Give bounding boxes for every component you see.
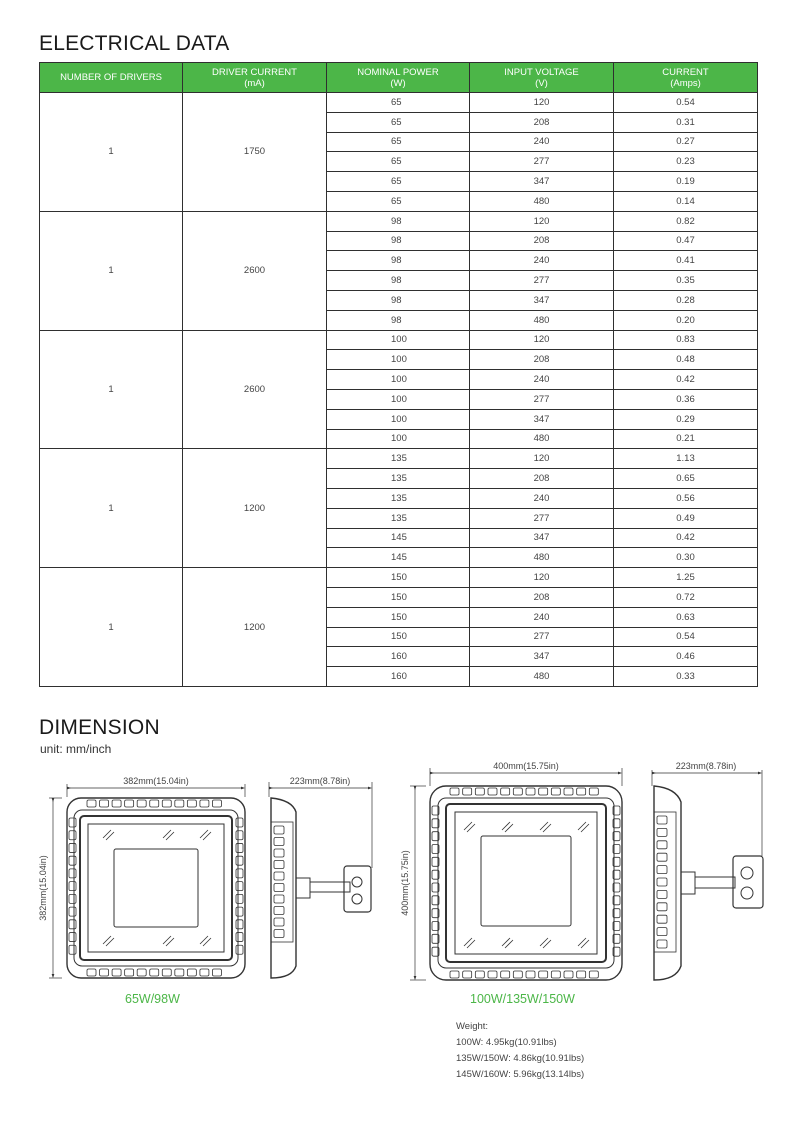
cell-current: 0.30 <box>614 548 758 568</box>
cell-nominal-power: 98 <box>327 271 470 291</box>
cell-driver-current: 2600 <box>183 211 327 330</box>
header-line1: CURRENT <box>662 66 709 78</box>
cell-nominal-power: 135 <box>327 508 470 528</box>
housing-fin <box>236 869 243 878</box>
housing-fin <box>69 933 76 942</box>
cell-current: 0.83 <box>614 330 758 350</box>
housing-fin <box>125 800 134 807</box>
cell-current: 0.49 <box>614 508 758 528</box>
housing-fin <box>100 800 109 807</box>
cell-input-voltage: 240 <box>470 132 614 152</box>
large-width-label: 400mm(15.75in) <box>493 761 559 771</box>
cell-current: 0.41 <box>614 251 758 271</box>
housing-fin <box>657 915 667 923</box>
cell-input-voltage: 480 <box>470 548 614 568</box>
cell-input-voltage: 480 <box>470 667 614 687</box>
cell-input-voltage: 277 <box>470 152 614 172</box>
cell-current: 1.13 <box>614 449 758 469</box>
housing-fin <box>274 861 284 869</box>
cell-current: 0.56 <box>614 488 758 508</box>
cell-current: 0.63 <box>614 607 758 627</box>
cell-input-voltage: 120 <box>470 211 614 231</box>
housing-fin <box>274 930 284 938</box>
housing-fin <box>236 843 243 852</box>
cell-driver-current: 1200 <box>183 449 327 568</box>
cell-current: 0.48 <box>614 350 758 370</box>
cell-nominal-power: 150 <box>327 607 470 627</box>
housing-fin <box>236 818 243 827</box>
housing-fin <box>137 969 146 976</box>
electrical-data-title: ELECTRICAL DATA <box>39 32 230 55</box>
housing-fin <box>69 920 76 929</box>
cell-current: 0.29 <box>614 409 758 429</box>
housing-fin <box>187 800 196 807</box>
small-side-view <box>269 782 372 978</box>
cell-current: 0.47 <box>614 231 758 251</box>
small-depth-label: 223mm(8.78in) <box>289 776 351 786</box>
housing-fin <box>539 788 548 795</box>
header-line2: (mA) <box>244 77 265 89</box>
cell-current: 0.35 <box>614 271 758 291</box>
housing-fin <box>501 971 510 978</box>
housing-fin <box>657 816 667 824</box>
cell-nominal-power: 65 <box>327 191 470 211</box>
housing-fin <box>112 800 121 807</box>
cell-current: 0.36 <box>614 389 758 409</box>
cell-input-voltage: 240 <box>470 607 614 627</box>
housing-fin <box>450 971 459 978</box>
cell-number-of-drivers: 1 <box>40 568 183 687</box>
cell-number-of-drivers: 1 <box>40 449 183 568</box>
cell-input-voltage: 347 <box>470 172 614 192</box>
housing-fin <box>513 971 522 978</box>
cell-nominal-power: 98 <box>327 251 470 271</box>
cell-current: 0.20 <box>614 310 758 330</box>
cell-nominal-power: 65 <box>327 172 470 192</box>
housing-fin <box>69 907 76 916</box>
housing-fin <box>69 869 76 878</box>
header-line1: NUMBER OF DRIVERS <box>60 72 162 83</box>
housing-fin <box>657 940 667 948</box>
cell-current: 0.31 <box>614 112 758 132</box>
housing-fin <box>69 894 76 903</box>
housing-fin <box>463 971 472 978</box>
dimension-title: DIMENSION <box>39 716 160 739</box>
housing-fin <box>150 969 159 976</box>
cell-current: 0.21 <box>614 429 758 449</box>
cell-driver-current: 1200 <box>183 568 327 687</box>
housing-fin <box>274 907 284 915</box>
cell-nominal-power: 98 <box>327 231 470 251</box>
cell-current: 0.54 <box>614 93 758 113</box>
cell-input-voltage: 277 <box>470 627 614 647</box>
housing-fin <box>488 971 497 978</box>
weight-line: 145W/160W: 5.96kg(13.14lbs) <box>456 1069 585 1080</box>
cell-input-voltage: 347 <box>470 290 614 310</box>
cell-current: 0.27 <box>614 132 758 152</box>
cell-current: 0.14 <box>614 191 758 211</box>
small-fixture-caption: 65W/98W <box>125 992 180 1006</box>
housing-fin <box>236 933 243 942</box>
housing-fin <box>69 945 76 954</box>
cell-nominal-power: 135 <box>327 488 470 508</box>
housing-fin <box>274 918 284 926</box>
housing-fin <box>200 969 209 976</box>
housing-fin <box>589 788 598 795</box>
cell-nominal-power: 65 <box>327 132 470 152</box>
cell-number-of-drivers: 1 <box>40 93 183 212</box>
cell-current: 0.42 <box>614 370 758 390</box>
cell-nominal-power: 150 <box>327 627 470 647</box>
housing-fin <box>69 843 76 852</box>
cell-driver-current: 1750 <box>183 93 327 212</box>
housing-fin <box>475 788 484 795</box>
housing-fin <box>274 872 284 880</box>
cell-current: 0.46 <box>614 647 758 667</box>
cell-nominal-power: 135 <box>327 449 470 469</box>
housing-fin <box>657 841 667 849</box>
cell-nominal-power: 100 <box>327 389 470 409</box>
header-line2: (Amps) <box>670 77 701 89</box>
housing-fin <box>564 971 573 978</box>
large-front-view <box>410 768 622 980</box>
cell-nominal-power: 65 <box>327 152 470 172</box>
cell-nominal-power: 100 <box>327 330 470 350</box>
cell-input-voltage: 347 <box>470 647 614 667</box>
cell-nominal-power: 100 <box>327 350 470 370</box>
housing-fin <box>564 788 573 795</box>
cell-input-voltage: 208 <box>470 231 614 251</box>
cell-input-voltage: 480 <box>470 191 614 211</box>
cell-nominal-power: 100 <box>327 370 470 390</box>
cell-input-voltage: 277 <box>470 271 614 291</box>
cell-input-voltage: 120 <box>470 93 614 113</box>
housing-fin <box>187 969 196 976</box>
housing-fin <box>236 945 243 954</box>
cell-input-voltage: 347 <box>470 409 614 429</box>
housing-fin <box>87 969 96 976</box>
cell-nominal-power: 65 <box>327 112 470 132</box>
housing-fin <box>236 831 243 840</box>
housing-fin <box>657 903 667 911</box>
cell-current: 0.23 <box>614 152 758 172</box>
housing-fin <box>488 788 497 795</box>
housing-fin <box>212 800 221 807</box>
cell-current: 0.28 <box>614 290 758 310</box>
cell-current: 0.33 <box>614 667 758 687</box>
housing-fin <box>162 969 171 976</box>
housing-fin <box>551 971 560 978</box>
large-side-view <box>652 770 763 980</box>
header-line1: DRIVER CURRENT <box>212 66 297 78</box>
cell-nominal-power: 160 <box>327 647 470 667</box>
housing-fin <box>175 969 184 976</box>
cell-input-voltage: 208 <box>470 112 614 132</box>
housing-fin <box>274 884 284 892</box>
cell-input-voltage: 240 <box>470 251 614 271</box>
weight-heading: Weight: <box>456 1021 489 1032</box>
housing-fin <box>87 800 96 807</box>
housing-fin <box>212 969 221 976</box>
cell-input-voltage: 208 <box>470 587 614 607</box>
cell-nominal-power: 150 <box>327 568 470 588</box>
cell-driver-current: 2600 <box>183 330 327 449</box>
cell-input-voltage: 240 <box>470 488 614 508</box>
cell-input-voltage: 277 <box>470 389 614 409</box>
cell-nominal-power: 65 <box>327 93 470 113</box>
cell-nominal-power: 100 <box>327 429 470 449</box>
housing-fin <box>274 895 284 903</box>
small-height-label: 382mm(15.04in) <box>38 855 48 921</box>
cell-input-voltage: 240 <box>470 370 614 390</box>
cell-current: 1.25 <box>614 568 758 588</box>
housing-fin <box>657 866 667 874</box>
housing-fin <box>69 856 76 865</box>
cell-nominal-power: 160 <box>327 667 470 687</box>
header-line2: (W) <box>390 77 406 89</box>
cell-current: 0.42 <box>614 528 758 548</box>
cell-current: 0.19 <box>614 172 758 192</box>
cell-input-voltage: 480 <box>470 429 614 449</box>
housing-fin <box>657 878 667 886</box>
cell-current: 0.54 <box>614 627 758 647</box>
housing-fin <box>236 920 243 929</box>
housing-fin <box>577 971 586 978</box>
weight-line: 135W/150W: 4.86kg(10.91lbs) <box>456 1053 585 1064</box>
housing-fin <box>69 831 76 840</box>
housing-fin <box>200 800 209 807</box>
cell-number-of-drivers: 1 <box>40 330 183 449</box>
housing-fin <box>526 971 535 978</box>
cell-nominal-power: 145 <box>327 548 470 568</box>
cell-input-voltage: 120 <box>470 568 614 588</box>
housing-fin <box>657 890 667 898</box>
cell-input-voltage: 347 <box>470 528 614 548</box>
housing-fin <box>100 969 109 976</box>
unit-note: unit: mm/inch <box>40 742 112 756</box>
cell-nominal-power: 145 <box>327 528 470 548</box>
housing-fin <box>526 788 535 795</box>
housing-fin <box>236 907 243 916</box>
cell-current: 0.82 <box>614 211 758 231</box>
housing-fin <box>236 856 243 865</box>
housing-fin <box>162 800 171 807</box>
housing-fin <box>657 853 667 861</box>
header-line2: (V) <box>535 77 548 89</box>
housing-fin <box>274 838 284 846</box>
cell-input-voltage: 480 <box>470 310 614 330</box>
cell-input-voltage: 277 <box>470 508 614 528</box>
cell-input-voltage: 208 <box>470 350 614 370</box>
cell-number-of-drivers: 1 <box>40 211 183 330</box>
housing-fin <box>657 928 667 936</box>
header-line1: INPUT VOLTAGE <box>504 66 579 78</box>
cell-nominal-power: 100 <box>327 409 470 429</box>
housing-fin <box>551 788 560 795</box>
cell-input-voltage: 208 <box>470 469 614 489</box>
housing-fin <box>513 788 522 795</box>
cell-nominal-power: 135 <box>327 469 470 489</box>
housing-fin <box>450 788 459 795</box>
cell-input-voltage: 120 <box>470 449 614 469</box>
housing-fin <box>150 800 159 807</box>
housing-fin <box>577 788 586 795</box>
small-width-label: 382mm(15.04in) <box>123 776 189 786</box>
housing-fin <box>69 882 76 891</box>
large-height-label: 400mm(15.75in) <box>400 850 410 916</box>
housing-fin <box>475 971 484 978</box>
header-line1: NOMINAL POWER <box>357 66 439 78</box>
housing-fin <box>463 788 472 795</box>
housing-fin <box>125 969 134 976</box>
housing-fin <box>539 971 548 978</box>
large-depth-label: 223mm(8.78in) <box>675 761 737 771</box>
housing-fin <box>236 894 243 903</box>
housing-fin <box>112 969 121 976</box>
cell-input-voltage: 120 <box>470 330 614 350</box>
cell-nominal-power: 98 <box>327 290 470 310</box>
cell-current: 0.72 <box>614 587 758 607</box>
housing-fin <box>274 826 284 834</box>
cell-nominal-power: 150 <box>327 587 470 607</box>
housing-fin <box>274 849 284 857</box>
housing-fin <box>69 818 76 827</box>
housing-fin <box>501 788 510 795</box>
large-fixture-caption: 100W/135W/150W <box>470 992 575 1006</box>
housing-fin <box>236 882 243 891</box>
weight-line: 100W: 4.95kg(10.91lbs) <box>456 1037 557 1048</box>
housing-fin <box>589 971 598 978</box>
cell-current: 0.65 <box>614 469 758 489</box>
housing-fin <box>137 800 146 807</box>
cell-nominal-power: 98 <box>327 310 470 330</box>
housing-fin <box>657 828 667 836</box>
small-front-view <box>49 784 245 978</box>
cell-nominal-power: 98 <box>327 211 470 231</box>
housing-fin <box>175 800 184 807</box>
